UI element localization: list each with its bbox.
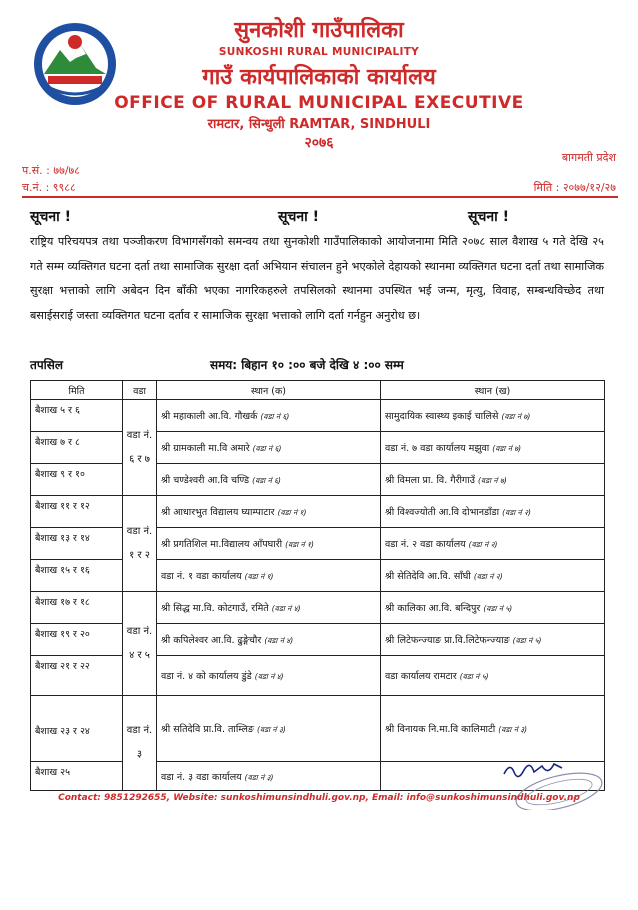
place-a: श्री प्रगतिशिल मा.विद्यालय आँपघारी (वडा नं १) (157, 528, 381, 560)
place-b: श्री विनायक नि.मा.वि कालिमाटी (वडा नं ३) (381, 696, 605, 762)
row-date: बैशाख ९ र १० (31, 464, 123, 496)
table-row (31, 656, 605, 696)
letter-ps-number: प.सं. : ७७/७८ (22, 164, 80, 177)
table-row (31, 496, 605, 528)
schedule-label: तपसिल (30, 358, 64, 372)
row-date: बैशाख २३ र २४ (31, 696, 123, 762)
table-row (31, 400, 605, 432)
place-b: श्री सेतिदेवि आ.वि. साँघी (वडा नं २) (381, 560, 605, 592)
office-stamp (512, 770, 607, 810)
letter-date: मिति : २०७७/१२/२७ (533, 181, 616, 194)
place-a: श्री सतिदेवि प्रा.वि. ताम्लिङ (वडा नं ३) (157, 696, 381, 762)
office-name-en: OFFICE OF RURAL MUNICIPAL EXECUTIVE (114, 93, 524, 113)
schedule-table (30, 380, 605, 791)
place-b: वडा नं. ७ वडा कार्यालय मझुवा (वडा नं ७) (381, 432, 605, 464)
notice-body: राष्ट्रिय परिचयपत्र तथा पञ्जीकरण विभागसँगको समन्वय तथा सुनकोशी गाउँपालिकाको आयोजनामा मिति २०७८ साल वैशाख ५ गते देखि २५ गते सम्म व्यक्तिगत घटना दर्ता तथा सामाजिक सुरक्षा दर्ता अभियान संचालन हुने भएकोले देहायको स्थानमा व्यक्तिगत घटना दर्ता तथा सामाजिक सुरक्षा भत्ताको लागि अबेदन दिन बाँकी भएका नागरिकहरुले तपसिलको स्थानमा उपस्थित भई जन्म, मृत्यु, विवाह, सम्बन्धविच्छेद तथा बसाईसराई जस्ता व्यक्तिगत घटना दर्ताव र सामाजिक सुरक्षा भत्ताको लागि दर्ता गर्नहुन अनुरोध छ। (30, 235, 604, 322)
place-a: श्री आधारभुत विद्यालय घ्याम्पाटार (वडा नं १) (157, 496, 381, 528)
municipality-name-en: SUNKOSHI RURAL MUNICIPALITY (218, 46, 420, 58)
office-address: रामटार, सिन्धुली RAMTAR, SINDHULI (207, 117, 431, 132)
contact-footer: Contact: 9851292655, Website: sunkoshimunsindhuli.gov.np, Email: info@sunkoshimunsindhuli.gov.np (58, 793, 580, 803)
place-a: वडा नं. १ वडा कार्यालय (वडा नं १) (157, 560, 381, 592)
province-label: बागमती प्रदेश (561, 151, 616, 164)
place-a: वडा नं. ३ वडा कार्यालय (वडा नं ३) (157, 762, 381, 791)
row-date: बैशाख १५ र १६ (31, 560, 123, 592)
place-b: श्री विमला प्रा. वि. गैरीगाउँ (वडा नं ७) (381, 464, 605, 496)
table-row (31, 528, 605, 560)
office-name-np: गाउँ कार्यपालिकाको कार्यालय (202, 65, 436, 90)
place-a: श्री महाकाली आ.वि. गौखर्क (वडा नं ६) (157, 400, 381, 432)
place-b: वडा कार्यालय रामटार (वडा नं ५) (381, 656, 605, 696)
notice-heading-left: सूचना ! (30, 209, 72, 225)
table-row (31, 592, 605, 624)
ward-group: वडा नं. ४ र ५ (123, 592, 157, 696)
table-row (31, 560, 605, 592)
table-row (31, 624, 605, 656)
place-a: श्री चण्डेश्वरी आ.वि चण्डि (वडा नं ६) (157, 464, 381, 496)
place-a: वडा नं. ४ को कार्यालय डुंडे (वडा नं ४) (157, 656, 381, 696)
place-b: श्री लिटेफन्ज्याङ प्रा.वि.लिटेफन्ज्याङ (वडा नं ५) (381, 624, 605, 656)
table-row (31, 696, 605, 762)
header-place-b: स्थान (ख) (381, 381, 605, 400)
notice-heading-center: सूचना ! (278, 209, 320, 225)
table-row (31, 464, 605, 496)
header-ward: वडा (123, 381, 157, 400)
header-divider (22, 196, 618, 198)
table-row (31, 432, 605, 464)
notice-heading-right: सूचना ! (468, 209, 510, 225)
header-place-a: स्थान (क) (157, 381, 381, 400)
row-date: बैशाख ७ र ८ (31, 432, 123, 464)
ward-group: वडा नं. ६ र ७ (123, 400, 157, 496)
ward-group: वडा नं. ३ (123, 696, 157, 791)
schedule-header-row (31, 381, 605, 400)
row-date: बैशाख ११ र १२ (31, 496, 123, 528)
established-year: २०७६ (304, 135, 334, 151)
place-b: श्री विश्वज्योती आ.वि दोभानडाँडा (वडा नं २) (381, 496, 605, 528)
ward-group: वडा नं. १ र २ (123, 496, 157, 592)
place-a: श्री ग्रामकाली मा.वि अमारे (वडा नं ६) (157, 432, 381, 464)
row-date: बैशाख ५ र ६ (31, 400, 123, 432)
row-date: बैशाख १३ र १४ (31, 528, 123, 560)
place-b: वडा नं. २ वडा कार्यालय (वडा नं २) (381, 528, 605, 560)
header-date: मिति (31, 381, 123, 400)
municipality-name-np: सुनकोशी गाउँपालिका (234, 18, 404, 43)
place-b: सामुदायिक स्वास्थ्य इकाई चालिसे (वडा नं ७) (381, 400, 605, 432)
schedule-time: समय: बिहान १० :०० बजे देखि ४ :०० सम्म (210, 358, 404, 372)
place-b: श्री कालिका आ.वि. बन्दिपुर (वडा नं ५) (381, 592, 605, 624)
row-date: बैशाख १७ र १८ (31, 592, 123, 624)
row-date: बैशाख २५ (31, 762, 123, 791)
row-date: बैशाख १९ र २० (31, 624, 123, 656)
place-a: श्री कपिलेश्वर आ.वि. ढुङ्गेचौर (वडा नं ४) (157, 624, 381, 656)
place-a: श्री सिद्ध मा.वि. कोटगाउँ, रमिते (वडा नं ४) (157, 592, 381, 624)
dispatch-number: च.नं. : ९९८८ (22, 181, 76, 194)
row-date: बैशाख २१ र २२ (31, 656, 123, 696)
